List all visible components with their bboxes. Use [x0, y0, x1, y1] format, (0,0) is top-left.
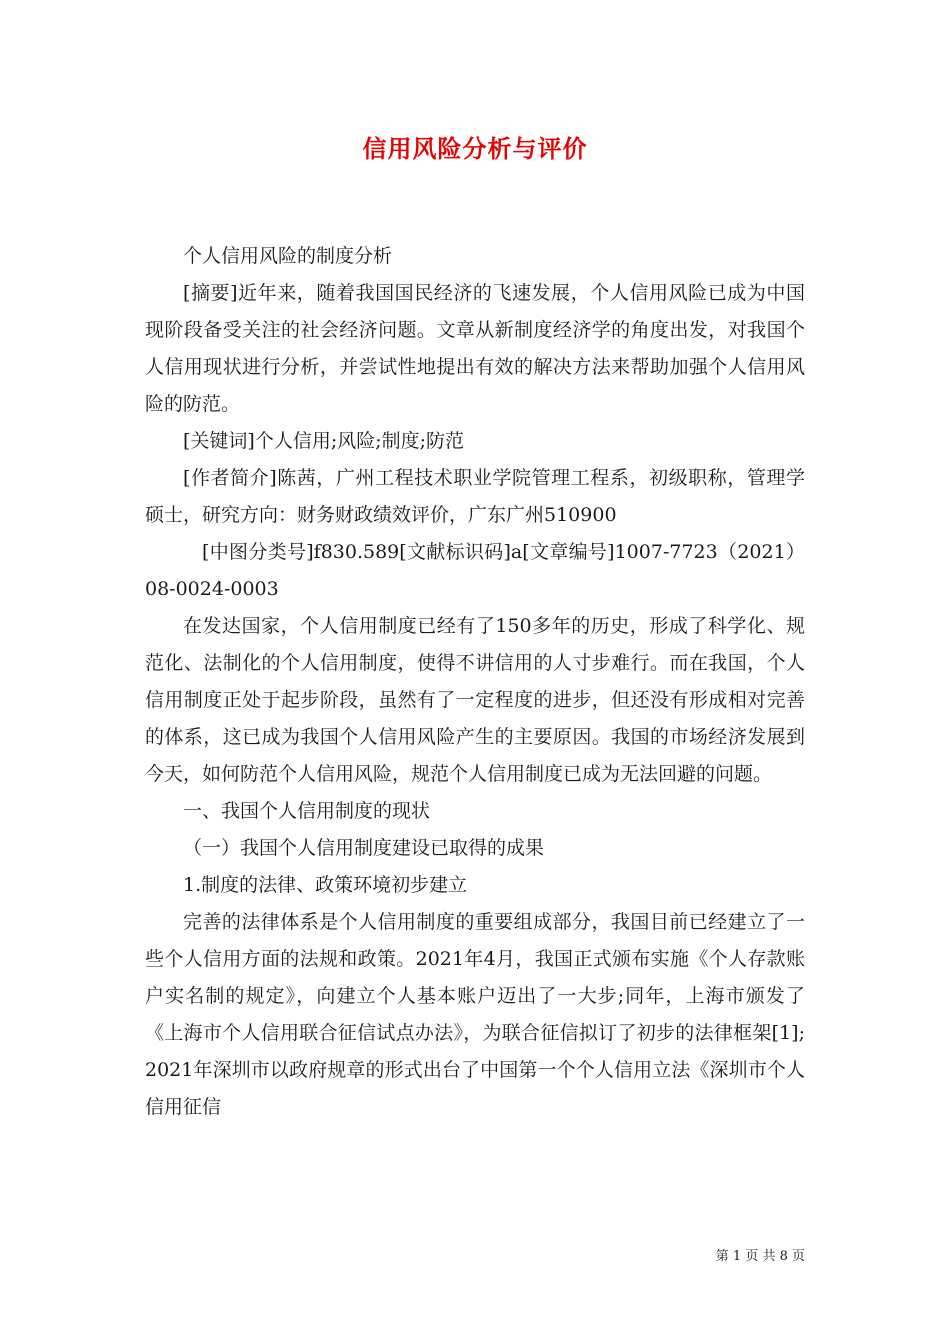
- keywords-paragraph: [关键词]个人信用;风险;制度;防范: [183, 430, 465, 452]
- section-heading: 一、我国个人信用制度的现状: [183, 800, 431, 822]
- body-paragraph: 在发达国家，个人信用制度已经有了150多年的历史，形成了科学化、规范化、法制化的个人信用制度，使得不讲信用的人寸步难行。而在我国，个人信用制度正处于起步阶段，虽然有了一定程度的进步，但还没有形成相对完善的体系，这已成为我国个人信用风险产生的主要原因。我国的市场经济发展到今天，如何防范个人信用风险，规范个人信用制度已成为无法回避的问题。: [145, 615, 805, 785]
- document-title: 信用风险分析与评价: [362, 134, 588, 163]
- subsection-heading: （一）我国个人信用制度建设已取得的成果: [183, 837, 545, 859]
- abstract-paragraph: [摘要]近年来，随着我国国民经济的飞速发展，个人信用风险已成为中国现阶段备受关注的社会经济问题。文章从新制度经济学的角度出发，对我国个人信用现状进行分析，并尝试性地提出有效的解决方法来帮助加强个人信用风险的防范。: [145, 282, 805, 415]
- subsection-heading: 1.制度的法律、政策环境初步建立: [183, 874, 468, 896]
- body-paragraph: 完善的法律体系是个人信用制度的重要组成部分，我国目前已经建立了一些个人信用方面的法规和政策。2021年4月，我国正式颁布实施《个人存款账户实名制的规定》，向建立个人基本账户迈出了一大步;同年，上海市颁发了《上海市个人信用联合征信试点办法》，为联合征信拟订了初步的法律框架[1];2021年深圳市以政府规章的形式出台了中国第一个个人信用立法《深圳市个人信用征信: [145, 911, 805, 1118]
- classification-paragraph: [中图分类号]f830.589[文献标识码]a[文章编号]1007-7723（2021）08-0024-0003: [145, 541, 805, 600]
- page-number: 第 1 页 共 8 页: [715, 1249, 805, 1264]
- document-body: [145, 238, 805, 1126]
- section-heading: 个人信用风险的制度分析: [183, 245, 393, 267]
- author-paragraph: [作者简介]陈茜，广州工程技术职业学院管理工程系，初级职称，管理学硕士，研究方向：财务财政绩效评价，广东广州510900: [145, 467, 805, 526]
